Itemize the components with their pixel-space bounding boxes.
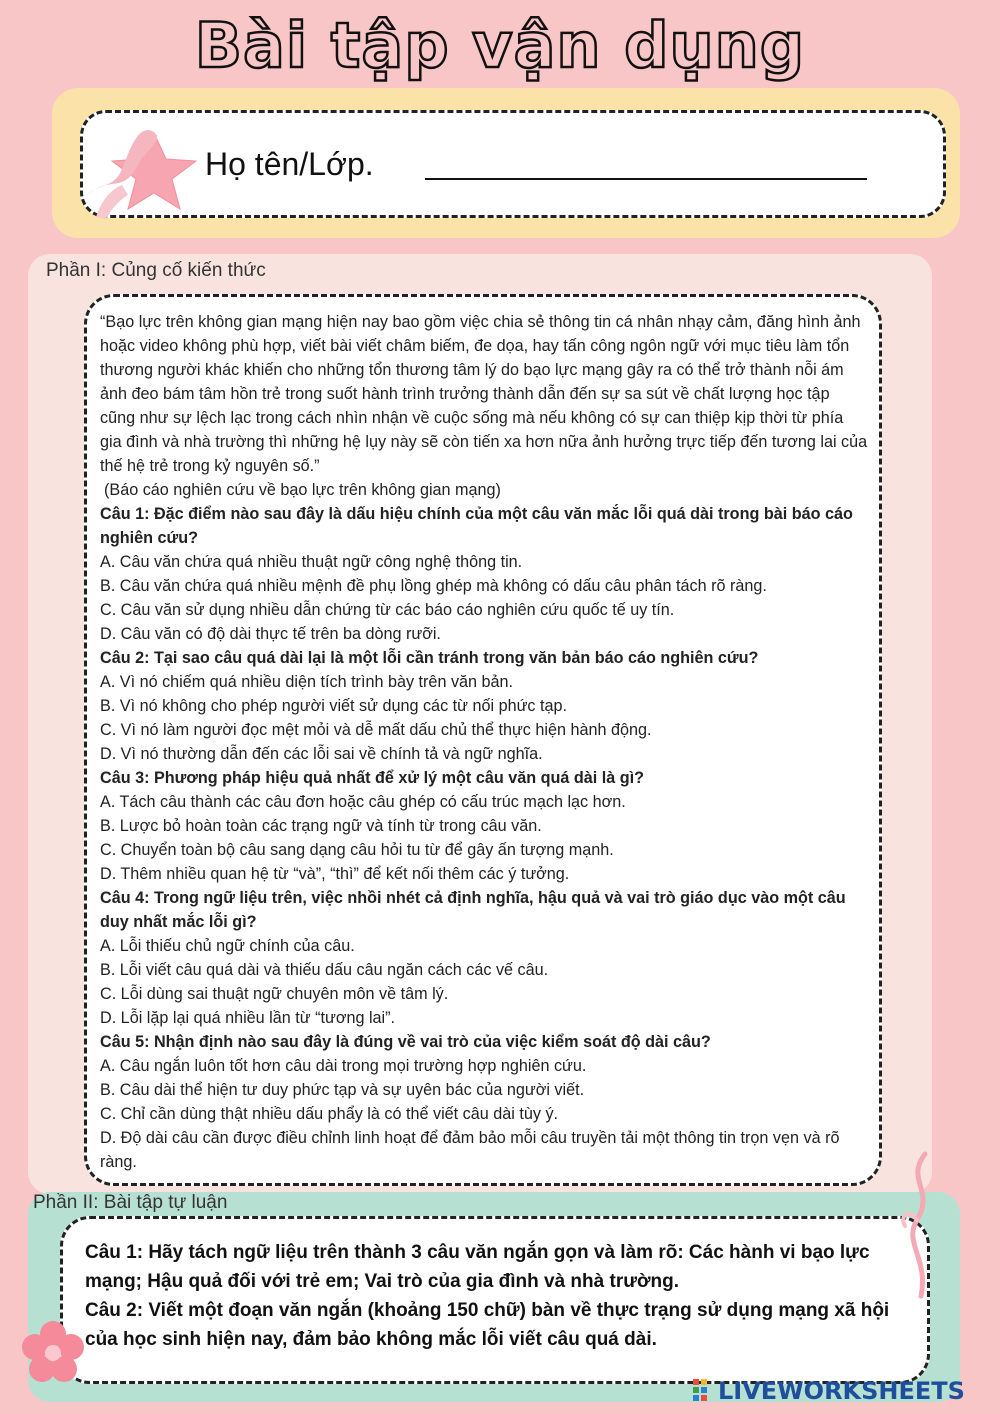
answer-option[interactable]: A. Lỗi thiếu chủ ngữ chính của câu. (100, 937, 355, 955)
answer-option[interactable]: D. Độ dài câu cần được điều chỉnh linh hoạt để đảm bảo mỗi câu truyền tải một thông tin trọn vẹn và rõ ràng. (100, 1129, 840, 1171)
answer-option[interactable]: D. Lỗi lặp lại quá nhiều lần từ “tương lai”. (100, 1009, 396, 1027)
answer-option[interactable]: B. Lược bỏ hoàn toàn các trạng ngữ và tính từ trong câu văn. (100, 817, 542, 835)
part2-heading: Phần II: Bài tập tự luận (33, 1192, 228, 1213)
ribbon-star-decoration (78, 125, 208, 220)
part1-heading: Phần I: Củng cố kiến thức (46, 260, 266, 281)
answer-option[interactable]: C. Chuyển toàn bộ câu sang dạng câu hỏi tu từ để gây ấn tượng mạnh. (100, 841, 614, 859)
answer-option[interactable]: C. Chỉ cần dùng thật nhiều dấu phẩy là có thể viết câu dài tùy ý. (100, 1105, 559, 1123)
question-block (100, 886, 868, 1030)
answer-option[interactable]: B. Câu dài thể hiện tư duy phức tạp và sự uyên bác của người viết. (100, 1081, 585, 1099)
answer-option[interactable]: D. Vì nó thường dẫn đến các lỗi sai về chính tả và ngữ nghĩa. (100, 745, 543, 763)
answer-option[interactable]: B. Vì nó không cho phép người viết sử dụng các từ nối phức tạp. (100, 697, 568, 715)
essay-question: Câu 2: Viết một đoạn văn ngắn (khoảng 150 chữ) bàn về thực trạng sử dụng mạng xã hội của học sinh hiện nay, đảm bảo không mắc lỗi viết câu quá dài. (85, 1300, 890, 1350)
question-block (100, 766, 868, 886)
answer-option[interactable]: D. Câu văn có độ dài thực tế trên ba dòng rưỡi. (100, 625, 441, 643)
name-class-label: Họ tên/Lớp. (205, 146, 374, 182)
question-block (100, 1030, 868, 1174)
part2-content (85, 1238, 905, 1354)
question-text: Câu 3: Phương pháp hiệu quả nhất để xử lý một câu văn quá dài là gì? (100, 769, 645, 787)
question-text: Câu 5: Nhận định nào sau đây là đúng về vai trò của việc kiểm soát độ dài câu? (100, 1033, 711, 1051)
worksheet-title: Bài tập vận dụng (194, 9, 806, 82)
answer-option[interactable]: C. Lỗi dùng sai thuật ngữ chuyên môn về tâm lý. (100, 985, 449, 1003)
answer-option[interactable]: B. Lỗi viết câu quá dài và thiếu dấu câu ngăn cách các vế câu. (100, 961, 549, 979)
liveworksheets-mark-icon (692, 1377, 714, 1405)
part1-content (100, 310, 868, 1174)
question-text: Câu 4: Trong ngữ liệu trên, việc nhồi nhét cả định nghĩa, hậu quả và vai trò giáo dục vào một câu duy nhất mắc lỗi gì? (100, 889, 846, 931)
answer-option[interactable]: A. Vì nó chiếm quá nhiều diện tích trình bày trên văn bản. (100, 673, 514, 691)
reading-passage: “Bạo lực trên không gian mạng hiện nay bao gồm việc chia sẻ thông tin cá nhân nhạy cảm, đăng hình ảnh hoặc video không phù hợp, viết bài viết châm biếm, đe dọa, hay tấn công ngôn ngữ với mục tiêu làm tổn thương người khác khiến cho những tổn thương tâm lý do bạo lực mạng gây ra có thể trở thành nỗi ám ảnh đeo bám tâm hồn trẻ trong suốt hành trình trưởng thành dẫn đến sự sa sút về chất lượng học tập cũng như sự lệch lạc trong cách nhìn nhận về cuộc sống mà nếu không có sự can thiệp kịp thời từ phía gia đình và nhà trường thì những hệ lụy này sẽ còn tiến xa hơn nữa ảnh hưởng trực tiếp đến tương lai của thế hệ trẻ trong kỷ nguyên số.” (100, 313, 868, 475)
ribbon-swirl-decoration (895, 1150, 945, 1300)
answer-option[interactable]: A. Tách câu thành các câu đơn hoặc câu ghép có cấu trúc mạch lạc hơn. (100, 793, 626, 811)
name-class-input-line[interactable] (425, 178, 867, 180)
answer-option[interactable]: C. Vì nó làm người đọc mệt mỏi và dễ mất dấu chủ thể thực hiện hành động. (100, 721, 652, 739)
liveworksheets-wordmark: LIVEWORKSHEETS (718, 1377, 965, 1405)
answer-option[interactable]: D. Thêm nhiều quan hệ từ “và”, “thì” để kết nối thêm các ý tưởng. (100, 865, 570, 883)
question-text: Câu 2: Tại sao câu quá dài lại là một lỗi cần tránh trong văn bản báo cáo nghiên cứu? (100, 649, 759, 667)
question-block (100, 502, 868, 646)
answer-option[interactable]: A. Câu văn chứa quá nhiều thuật ngữ công nghệ thông tin. (100, 553, 523, 571)
essay-question: Câu 1: Hãy tách ngữ liệu trên thành 3 câu văn ngắn gọn và làm rõ: Các hành vi bạo lực mạng; Hậu quả đối với trẻ em; Vai trò của gia đình và nhà trường. (85, 1242, 870, 1292)
question-text: Câu 1: Đặc điểm nào sau đây là dấu hiệu chính của một câu văn mắc lỗi quá dài trong bài báo cáo nghiên cứu? (100, 505, 853, 547)
question-block (100, 646, 868, 766)
answer-option[interactable]: C. Câu văn sử dụng nhiều dẫn chứng từ các báo cáo nghiên cứu quốc tế uy tín. (100, 601, 675, 619)
flower-icon (20, 1320, 86, 1386)
passage-source: (Báo cáo nghiên cứu về bạo lực trên không gian mạng) (104, 481, 501, 499)
answer-option[interactable]: B. Câu văn chứa quá nhiều mệnh đề phụ lồng ghép mà không có dấu câu phân tách rõ ràng. (100, 577, 767, 595)
answer-option[interactable]: A. Câu ngắn luôn tốt hơn câu dài trong mọi trường hợp nghiên cứu. (100, 1057, 587, 1075)
liveworksheets-logo (692, 1376, 965, 1406)
